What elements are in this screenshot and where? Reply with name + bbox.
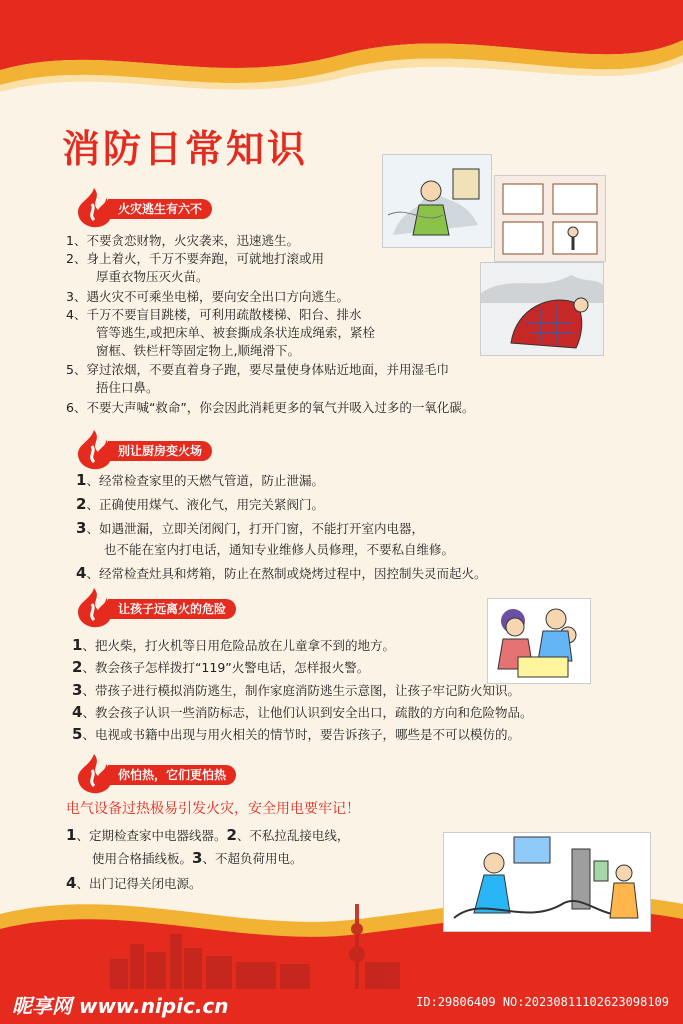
list-item: 管等逃生,或把床单、被套撕成条状连成绳索，紧栓 [96, 325, 375, 340]
list-item: 2、正确使用煤气、液化气，用完关紧阀门。 [76, 495, 324, 513]
illustration-electric-safety [443, 832, 651, 932]
page-title: 消防日常知识 [62, 127, 309, 171]
list-item: 3、如遇泄漏，立即关闭阀门，打开门窗，不能打开室内电器， [76, 519, 424, 537]
list-item: 4、千万不要盲目跳楼，可利用疏散楼梯、阳台、排水 [66, 307, 362, 322]
list-item: 1、不要贪恋财物，火灾袭来，迅速逃生。 [66, 233, 299, 248]
list-item: 捂住口鼻。 [96, 380, 159, 395]
list-item: 1、定期检查家中电器线器。2、不私拉乱接电线， [66, 826, 350, 844]
list-item: 1、把火柴，打火机等日用危险品放在儿童拿不到的地方。 [72, 636, 395, 654]
list-item: 4、教会孩子认识一些消防标志，让他们认识到安全出口，疏散的方向和危险物品。 [72, 703, 533, 721]
section-heading-label: 火灾逃生有六不 [108, 199, 212, 219]
illustration-blanket-escape [480, 262, 604, 356]
list-item: 使用合格插线板。3、不超负荷用电。 [92, 849, 303, 867]
illustration-window-escape [494, 175, 606, 262]
list-item: 3、遇火灾不可乘坐电梯，要向安全出口方向逃生。 [66, 289, 349, 304]
section-heading-label: 让孩子远离火的危险 [108, 599, 236, 619]
list-item: 6、不要大声喊“救命”，你会因此消耗更多的氧气并吸入过多的一氧化碳。 [66, 400, 475, 415]
list-item: 4、出门记得关闭电源。 [66, 874, 202, 892]
top-wave-decoration [0, 0, 683, 110]
section-heading-label: 别让厨房变火场 [108, 441, 212, 461]
list-item: 厚重衣物压灭火苗。 [96, 269, 209, 284]
list-item: 1、经常检查家里的天燃气管道，防止泄漏。 [76, 471, 324, 489]
list-item: 也不能在室内打电话，通知专业维修人员修理，不要私自维修。 [104, 542, 455, 557]
list-item: 5、穿过浓烟，不要直着身子跑，要尽量使身体贴近地面，并用湿毛巾 [66, 362, 449, 377]
list-item: 2、教会孩子怎样拨打“119”火警电话，怎样报火警。 [72, 658, 370, 676]
list-item: 5、电视或书籍中出现与用火相关的情节时，要告诉孩子，哪些是不可以模仿的。 [72, 725, 520, 743]
illustration-fire-escape [382, 154, 492, 248]
section-heading-label: 你怕热，它们更怕热 [108, 765, 236, 785]
list-item: 窗框、铁栏杆等固定物上,顺绳滑下。 [96, 343, 300, 358]
list-item: 2、身上着火，千万不要奔跑，可就地打滚或用 [66, 251, 324, 266]
list-item: 3、带孩子进行模拟消防逃生，制作家庭消防逃生示意图，让孩子牢记防火知识。 [72, 681, 520, 699]
image-id-text: ID:29806409 NO:20230811102623098109 [416, 995, 669, 1009]
electric-warning: 电气设备过热极易引发火灾，安全用电要牢记！ [66, 801, 360, 817]
watermark-logo: 昵享网 www.nipic.cn [12, 994, 229, 1018]
list-item: 4、经常检查灶具和烤箱，防止在熬制或烧烤过程中，因控制失灵而起火。 [76, 564, 487, 582]
illustration-family-learning [487, 598, 591, 684]
